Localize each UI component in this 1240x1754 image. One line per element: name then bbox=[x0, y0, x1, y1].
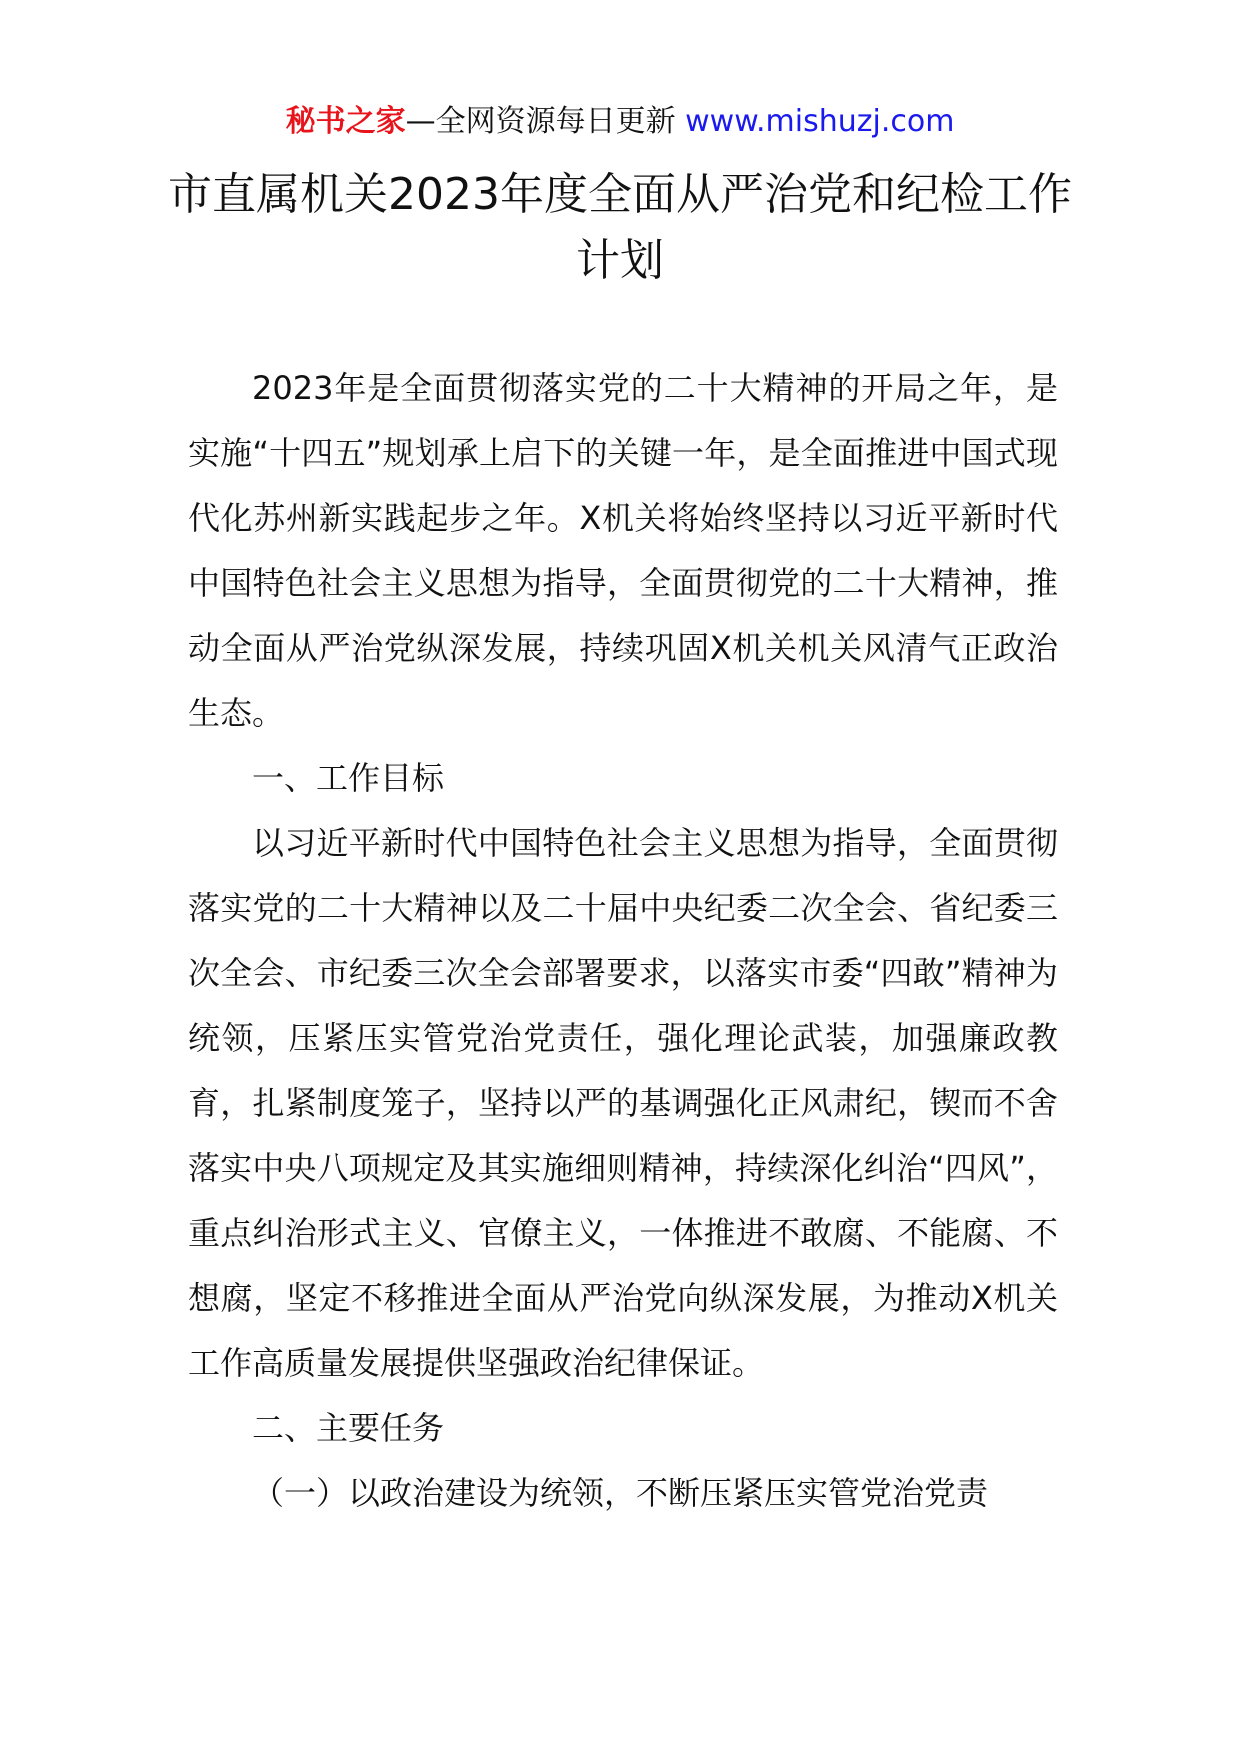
section-heading-tasks: 二、主要任务 bbox=[252, 1409, 445, 1447]
brand-name: 秘书之家 bbox=[285, 104, 406, 139]
intro-paragraph: 2023年是全面贯彻落实党的二十大精神的开局之年，是实施“十四五”规划承上启下的关键一年，是全面推进中国式现代化苏州新实践起步之年。X机关将始终坚持以习近平新时代中国特色社会主义思想为指导，全面贯彻党的二十大精神，推动全面从严治党纵深发展，持续巩固X机关机关风清气正政治生态。 bbox=[188, 369, 1058, 732]
header-tagline: —全网资源每日更新 bbox=[405, 104, 686, 139]
document-title: 市直属机关2023年度全面从严治党和纪检工作计划 bbox=[168, 169, 1072, 286]
goals-paragraph: 以习近平新时代中国特色社会主义思想为指导，全面贯彻落实党的二十大精神以及二十届中央纪委二次全会、省纪委三次全会、市纪委三次全会部署要求，以落实市委“四敢”精神为统领，压紧压实管党治党责任，强化理论武装，加强廉政教育，扎紧制度笼子，坚持以严的基调强化正风肃纪，锲而不舍落实中央八项规定及其实施细则精神，持续深化纠治“四风”，重点纠治形式主义、官僚主义，一体推进不敢腐、不能腐、不想腐，坚定不移推进全面从严治党向纵深发展，为推动X机关工作高质量发展提供坚强政治纪律保证。 bbox=[188, 824, 1058, 1382]
site-url[interactable]: www.mishuzj.com bbox=[685, 104, 955, 139]
section-heading-goals: 一、工作目标 bbox=[252, 759, 445, 797]
document-body bbox=[188, 356, 1058, 1526]
task-1-paragraph: （一）以政治建设为统领，不断压紧压实管党治党责 bbox=[252, 1474, 989, 1512]
site-header bbox=[0, 100, 1240, 144]
